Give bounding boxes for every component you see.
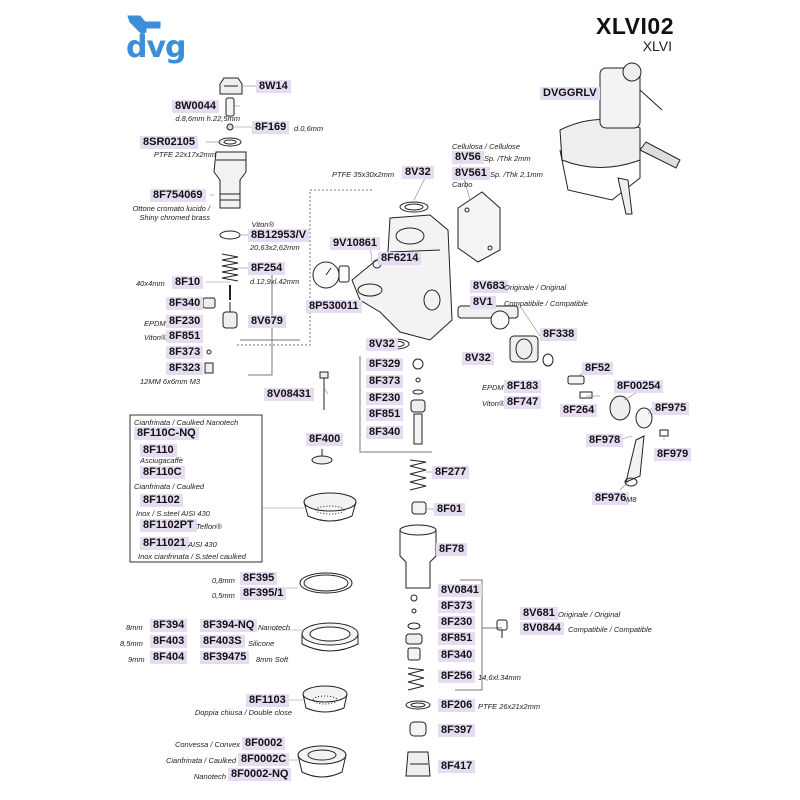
note-teflon: Teflon®	[196, 522, 222, 531]
note-caulked-2: Cianfrinata / Caulked	[165, 756, 236, 765]
part-code-8F976: 8F976	[592, 492, 629, 505]
note-8F976: M8	[626, 495, 637, 504]
pin-8F264	[580, 392, 592, 398]
cylinder-8F78	[400, 525, 436, 588]
stem-8F340b	[414, 414, 422, 444]
part-code-8F169: 8F169	[252, 121, 289, 134]
note-8F754069-b: Shiny chromed brass	[139, 213, 210, 222]
part-code-8F00254: 8F00254	[614, 380, 663, 393]
nut-8F338	[510, 336, 538, 362]
part-code-8F206: 8F206	[438, 699, 475, 712]
screw-8F979	[660, 430, 668, 436]
part-code-8V32-a: 8V32	[402, 166, 434, 179]
part-code-8V561: 8V561	[452, 167, 490, 180]
note-cellulosa: Cellulosa / Cellulose	[452, 142, 520, 151]
part-code-8F373-c: 8F373	[438, 600, 475, 613]
part-code-9V10861: 9V10861	[330, 237, 380, 250]
note-8F323: 12MM 6x6mm M3	[140, 377, 201, 386]
part-code-8F851-b: 8F851	[366, 408, 403, 421]
note-8F169: d.0,6mm	[294, 124, 324, 133]
part-code-8V681: 8V681	[520, 607, 558, 620]
part-code-8F323: 8F323	[166, 362, 203, 375]
part-code-8F403: 8F403	[150, 635, 187, 648]
note-8F206: PTFE 26x21x2mm	[478, 702, 541, 711]
gasket-8SR02105	[219, 138, 241, 146]
part-code-8V679: 8V679	[248, 315, 286, 328]
note-9mm: 9mm	[128, 655, 145, 664]
note-8F1103: Doppia chiusa / Double close	[194, 708, 292, 717]
valve-8F851c	[406, 634, 422, 644]
note-asciugacaffe: Asciugacaffè	[140, 456, 183, 465]
note-epdm-b: EPDM	[482, 383, 504, 392]
part-code-8F340-b: 8F340	[366, 426, 403, 439]
oring-8F373b	[416, 378, 420, 382]
spring-8F254	[222, 254, 238, 281]
note-inox430: Inox / S.steel AISI 430	[136, 509, 210, 518]
knob-8F00254	[610, 396, 652, 428]
note-ptfe35: PTFE 35x30x2mm	[332, 170, 395, 179]
note-nanotech-2: Nanotech	[193, 772, 226, 781]
pin-8F52	[568, 376, 584, 384]
part-code-8F230-a: 8F230	[166, 315, 203, 328]
oring-8F373c	[412, 609, 416, 613]
note-aisi430: AISI 430	[188, 540, 217, 549]
gauge-9V10861	[313, 262, 349, 288]
part-code-8F1103: 8F1103	[246, 694, 289, 707]
screw-8F400	[312, 449, 332, 464]
part-code-8F183: 8F183	[504, 380, 541, 393]
part-code-8V32-c: 8V32	[462, 352, 494, 365]
valve-8F329	[413, 359, 423, 369]
part-code-8F0002-NQ: 8F0002-NQ	[228, 768, 291, 781]
washer-8F230c	[408, 623, 420, 629]
part-code-8F329: 8F329	[366, 358, 403, 371]
part-code-8F340-c: 8F340	[438, 649, 475, 662]
part-code-8F975: 8F975	[652, 402, 689, 415]
part-code-8F52: 8F52	[582, 362, 613, 375]
part-code-8F400: 8F400	[306, 433, 343, 446]
note-8W0044: d.8,6mm h.22,5mm	[175, 114, 240, 123]
part-code-8V32-b: 8V32	[366, 338, 398, 351]
part-code-8F395: 8F395	[240, 572, 277, 585]
part-code-8F1102PT: 8F1102PT	[140, 519, 197, 532]
part-code-8F340-a: 8F340	[166, 297, 203, 310]
nut-8F417	[406, 752, 430, 776]
part-code-8F373-a: 8F373	[166, 346, 203, 359]
part-code-8F110: 8F110	[140, 444, 177, 457]
note-inox-caulked: Inox cianfrinata / S.steel caulked	[138, 552, 246, 561]
cap-8F397	[410, 722, 426, 736]
spring-8F256	[408, 668, 424, 690]
note-silicone: Silicone	[248, 639, 275, 648]
note-8V1: Compatibile / Compatible	[504, 299, 588, 308]
screw-8F323	[205, 363, 213, 373]
part-code-8F403S: 8F403S	[200, 635, 245, 648]
note-8V0844: Compatibile / Compatible	[568, 625, 652, 634]
part-code-8F10: 8F10	[172, 276, 203, 289]
part-code-8F0002: 8F0002	[242, 737, 285, 750]
part-code-8F979: 8F979	[654, 448, 691, 461]
note-8B12953V: 20,63x2,62mm	[250, 243, 300, 252]
note-8F754069-a: Ottone cromato lucido /	[132, 204, 210, 213]
gasket-8F395	[300, 573, 352, 593]
note-8F256: 14,6xl.34mm	[478, 673, 521, 682]
part-code-DVGGRLV: DVGGRLV	[540, 87, 600, 100]
part-code-8F230-c: 8F230	[438, 616, 475, 629]
note-caulked: Cianfrinata / Caulked	[134, 482, 205, 491]
note-8V681: Originale / Original	[558, 610, 621, 619]
part-code-8P530011: 8P530011	[306, 300, 362, 313]
part-code-8F110C-NQ: 8F110C-NQ	[134, 427, 199, 440]
part-code-8W14: 8W14	[256, 80, 291, 93]
shower-8F1103	[303, 686, 347, 712]
note-nanotech: Nanotech	[258, 623, 291, 632]
part-code-8V683: 8V683	[470, 280, 508, 293]
part-code-8F397: 8F397	[438, 724, 475, 737]
part-code-8B12953V: 8B12953/V	[248, 229, 309, 242]
pin-8V08431	[320, 372, 328, 410]
gasket-8F394	[302, 623, 358, 651]
note-convessa: Convessa / Convex	[174, 740, 240, 749]
part-code-8F254: 8F254	[248, 262, 285, 275]
shower-8F0002	[298, 746, 346, 777]
lever-group-DVGGRLV	[560, 63, 680, 214]
note-epdm-a: EPDM	[144, 319, 166, 328]
valve-8V681	[497, 620, 507, 638]
model-code: XLVI02	[596, 13, 674, 39]
part-code-8F851-a: 8F851	[166, 330, 203, 343]
ball-8F169	[227, 124, 233, 130]
gasket-8F340a	[203, 298, 215, 308]
note-caulked-nano: Cianfrinata / Caulked Nanotech	[134, 418, 239, 427]
note-0-5mm: 0,5mm	[212, 591, 235, 600]
part-code-8F747: 8F747	[504, 396, 541, 409]
valve-shaft-8V683	[458, 306, 518, 329]
part-code-8F110C: 8F110C	[140, 466, 185, 479]
oring-8B12953V	[220, 231, 240, 239]
model-name: XLVI	[642, 38, 672, 54]
brand-logo: dvg	[126, 30, 186, 65]
part-code-8F6214: 8F6214	[378, 252, 421, 265]
cap-8W14	[220, 78, 242, 94]
note-8V56: Sp. /Thk 2mm	[484, 154, 531, 163]
cap-8F01	[412, 502, 426, 514]
stem-8F340c	[408, 648, 420, 660]
part-code-8F01: 8F01	[434, 503, 465, 516]
lever-handle-8F976	[625, 436, 644, 486]
pin-8V0841	[411, 595, 417, 601]
note-viton-1: Viton®	[251, 220, 274, 229]
part-code-8F373-b: 8F373	[366, 375, 403, 388]
note-viton-a: Viton®	[144, 333, 167, 342]
part-code-8V0844: 8V0844	[520, 622, 564, 635]
note-8mm-soft: 8mm Soft	[256, 655, 289, 664]
part-code-8F11021: 8F11021	[140, 537, 189, 550]
part-code-8F978: 8F978	[586, 434, 623, 447]
part-code-8W0044: 8W0044	[172, 100, 219, 113]
part-code-8F256: 8F256	[438, 670, 475, 683]
part-code-8V1: 8V1	[470, 296, 496, 309]
oring-8F373a	[207, 350, 211, 354]
gasket-plate-8V56	[458, 192, 500, 262]
body-8F754069	[214, 152, 246, 208]
note-carbo: Carbo	[452, 180, 473, 189]
note-8SR02105: PTFE 22x17x2mm	[153, 150, 216, 159]
note-viton-b: Viton®	[482, 399, 505, 408]
spring-8F277	[410, 460, 426, 490]
part-code-8V0841: 8V0841	[438, 584, 482, 597]
part-code-8F277: 8F277	[432, 466, 469, 479]
note-8V683: Originale / Original	[504, 283, 567, 292]
note-8-5mm: 8,5mm	[120, 639, 143, 648]
valve-8F230a	[223, 312, 237, 328]
part-code-8F394: 8F394	[150, 619, 187, 632]
part-code-8F264: 8F264	[560, 404, 597, 417]
part-code-8SR02105: 8SR02105	[140, 136, 198, 149]
part-code-8F404: 8F404	[150, 651, 187, 664]
part-code-8F78: 8F78	[436, 543, 467, 556]
group-head-body	[352, 215, 452, 340]
part-code-8F1102: 8F1102	[140, 494, 183, 507]
part-code-8F395-1: 8F395/1	[240, 587, 286, 600]
filter-basket-8F110	[304, 493, 356, 521]
washer-8F230b	[413, 390, 423, 394]
part-code-8F0002C: 8F0002C	[238, 753, 289, 766]
note-8mm: 8mm	[126, 623, 143, 632]
note-8V561: Sp. /Thk 2,1mm	[490, 170, 543, 179]
part-code-8F230-b: 8F230	[366, 392, 403, 405]
valve-8F851b	[411, 400, 425, 412]
part-code-8F851-c: 8F851	[438, 632, 475, 645]
note-8F254: d.12,9xl.42mm	[250, 277, 300, 286]
part-code-8V56: 8V56	[452, 151, 484, 164]
part-code-8V08431: 8V08431	[264, 388, 314, 401]
part-code-8F417: 8F417	[438, 760, 475, 773]
part-code-8F394-NQ: 8F394-NQ	[200, 619, 257, 632]
part-code-8F338: 8F338	[540, 328, 577, 341]
note-0-8mm: 0,8mm	[212, 576, 235, 585]
gasket-8F206	[406, 701, 430, 709]
part-code-8F754069: 8F754069	[150, 189, 206, 202]
note-8F10: 40x4mm	[136, 279, 165, 288]
part-code-8F39475: 8F39475	[200, 651, 249, 664]
